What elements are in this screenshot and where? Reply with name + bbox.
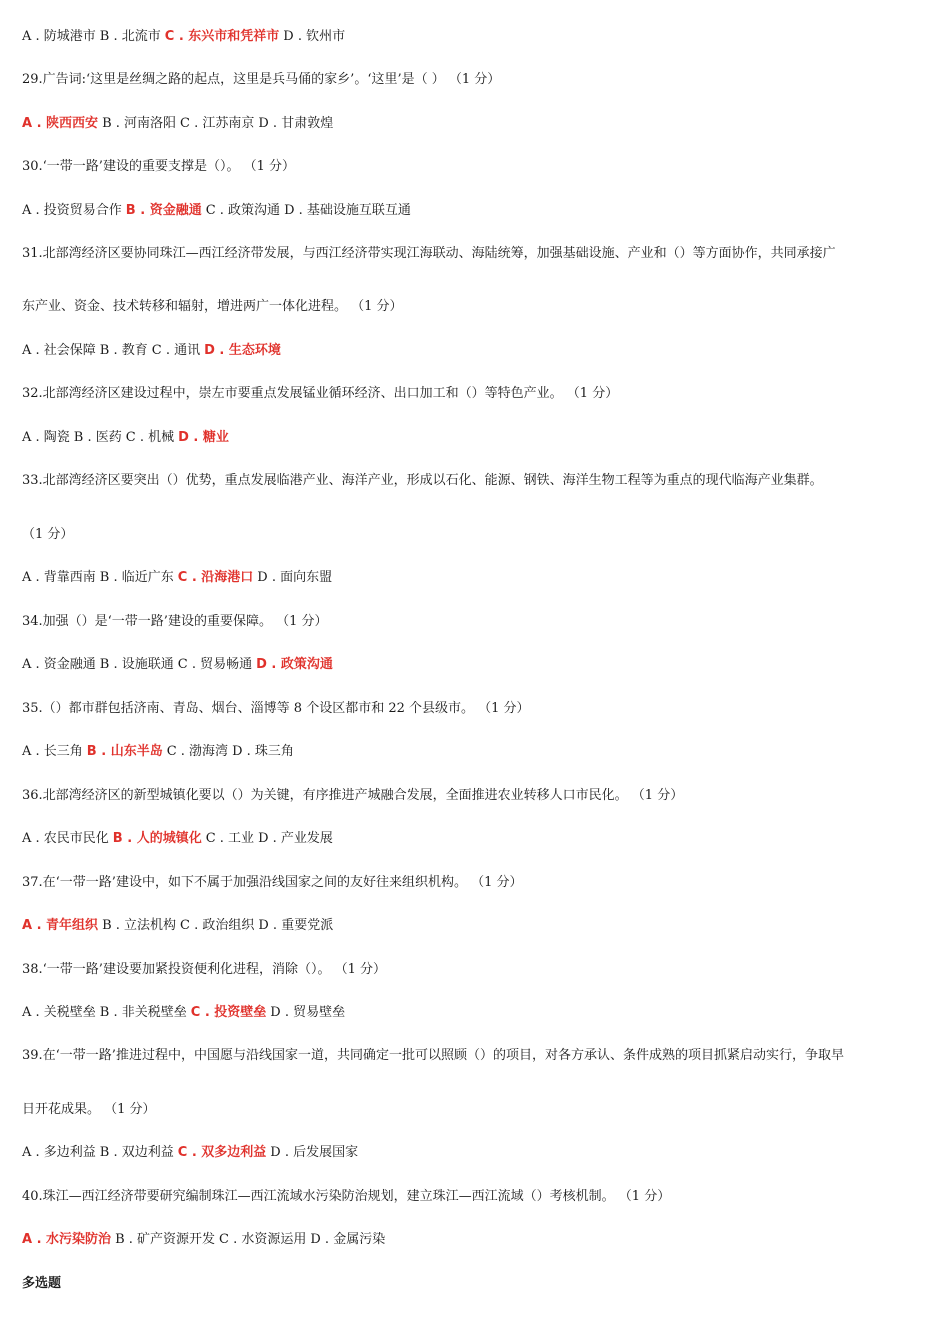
- question-text: 38.‘一带一路’建设要加紧投资便利化进程，消除（）。 （1 分）: [22, 962, 386, 977]
- answer-options: [22, 429, 932, 447]
- answer-options: [22, 28, 932, 46]
- question-text: 40.珠江—西江经济带要研究编制珠江—西江流域水污染防治规划，建立珠江—西江流域（）考核机制。 （1 分）: [22, 1189, 671, 1204]
- answer-option: C . 工业: [205, 831, 255, 846]
- question-text: 33.北部湾经济区要突出（）优势，重点发展临港产业、海洋产业，形成以石化、能源、钢铁、海洋生物工程等为重点的现代临海产业集群。: [22, 473, 823, 488]
- correct-answer-option: C . 投资壁垒: [190, 1005, 267, 1020]
- correct-answer-option: D . 糖业: [178, 430, 229, 445]
- correct-answer-option: B . 山东半岛: [86, 744, 163, 759]
- question-text: （1 分）: [22, 527, 74, 542]
- answer-option: D . 后发展国家: [270, 1145, 359, 1160]
- answer-options: [22, 656, 932, 674]
- answer-options: [22, 1231, 932, 1249]
- question-text: 29.广告词:‘这里是丝绸之路的起点，这里是兵马俑的家乡’。‘这里’是（ ） （1 分）: [22, 72, 501, 87]
- question-text: 37.在‘一带一路’建设中，如下不属于加强沿线国家之间的友好往来组织机构。 （1 分）: [22, 875, 523, 890]
- answer-options: [22, 202, 932, 220]
- correct-answer-option: B . 人的城镇化: [112, 831, 202, 846]
- question-text: 日开花成果。 （1 分）: [22, 1102, 156, 1117]
- correct-answer-option: A . 水污染防治: [22, 1232, 112, 1247]
- answer-option: C . 贸易畅通: [177, 657, 253, 672]
- answer-option: B . 设施联通: [99, 657, 174, 672]
- answer-option: A . 背靠西南: [22, 570, 96, 585]
- answer-options: [22, 830, 932, 848]
- answer-option: D . 金属污染: [310, 1232, 386, 1247]
- correct-answer-option: C . 沿海港口: [177, 570, 254, 585]
- question-text: 东产业、资金、技术转移和辐射，增进两广一体化进程。 （1 分）: [22, 299, 403, 314]
- section-heading: 多选题: [22, 1276, 62, 1291]
- answer-option: B . 矿产资源开发: [115, 1232, 216, 1247]
- correct-answer-option: B . 资金融通: [125, 203, 202, 218]
- answer-options: [22, 569, 932, 587]
- answer-option: B . 医药: [73, 430, 122, 445]
- correct-answer-option: D . 生态环境: [204, 343, 281, 358]
- answer-option: C . 江苏南京: [180, 116, 255, 131]
- answer-option: D . 贸易壁垒: [270, 1005, 346, 1020]
- answer-option: A . 资金融通: [22, 657, 96, 672]
- answer-options: [22, 1004, 932, 1022]
- answer-option: A . 多边利益: [22, 1145, 96, 1160]
- correct-answer-option: A . 陕西西安: [22, 116, 99, 131]
- correct-answer-option: C . 双多边利益: [177, 1145, 267, 1160]
- answer-option: C . 政治组织: [180, 918, 255, 933]
- answer-option: A . 农民市民化: [22, 831, 109, 846]
- answer-option: C . 通讯: [151, 343, 201, 358]
- correct-answer-option: A . 青年组织: [22, 918, 99, 933]
- answer-option: B . 立法机构: [102, 918, 177, 933]
- correct-answer-option: D . 政策沟通: [256, 657, 333, 672]
- answer-option: C . 机械: [125, 430, 175, 445]
- answer-options: [22, 342, 932, 360]
- answer-option: D . 面向东盟: [257, 570, 333, 585]
- question-text: 32.北部湾经济区建设过程中，崇左市要重点发展锰业循环经济、出口加工和（）等特色产业。 （1 分）: [22, 386, 619, 401]
- answer-option: B . 教育: [99, 343, 148, 358]
- answer-option: B . 临近广东: [99, 570, 174, 585]
- answer-options: [22, 743, 932, 761]
- question-text: 36.北部湾经济区的新型城镇化要以（）为关键，有序推进产城融合发展，全面推进农业转移人口市民化。 （1 分）: [22, 788, 684, 803]
- answer-option: A . 防城港市: [22, 29, 96, 44]
- answer-option: B . 北流市: [99, 29, 161, 44]
- answer-options: [22, 917, 932, 935]
- question-text: 35.（）都市群包括济南、青岛、烟台、淄博等 8 个设区都市和 22 个县级市。 （1 分）: [22, 701, 530, 716]
- answer-option: A . 长三角: [22, 744, 83, 759]
- question-text: 39.在‘一带一路’推进过程中，中国愿与沿线国家一道，共同确定一批可以照顾（）的项目，对各方承认、条件成熟的项目抓紧启动实行，争取早: [22, 1048, 844, 1063]
- answer-option: B . 非关税壁垒: [99, 1005, 187, 1020]
- answer-option: A . 陶瓷: [22, 430, 70, 445]
- answer-option: A . 投资贸易合作: [22, 203, 122, 218]
- answer-option: D . 重要党派: [258, 918, 334, 933]
- question-text: 31.北部湾经济区要协同珠江—西江经济带发展，与西江经济带实现江海联动、海陆统筹，加强基础设施、产业和（）等方面协作，共同承接广: [22, 246, 836, 261]
- answer-options: [22, 1144, 932, 1162]
- answer-option: C . 政策沟通: [205, 203, 281, 218]
- answer-option: D . 产业发展: [258, 831, 333, 846]
- answer-option: D . 甘肃敦煌: [258, 116, 334, 131]
- answer-option: A . 关税壁垒: [22, 1005, 96, 1020]
- answer-option: D . 钦州市: [283, 29, 346, 44]
- answer-option: B . 双边利益: [99, 1145, 174, 1160]
- answer-option: B . 河南洛阳: [102, 116, 177, 131]
- answer-options: [22, 115, 932, 133]
- answer-option: D . 珠三角: [232, 744, 294, 759]
- answer-option: C . 水资源运用: [219, 1232, 307, 1247]
- answer-option: D . 基础设施互联互通: [284, 203, 411, 218]
- correct-answer-option: C . 东兴市和凭祥市: [164, 29, 280, 44]
- question-text: 34.加强（）是‘一带一路’建设的重要保障。 （1 分）: [22, 614, 328, 629]
- answer-option: C . 渤海湾: [166, 744, 229, 759]
- answer-option: A . 社会保障: [22, 343, 96, 358]
- question-text: 30.‘一带一路’建设的重要支撑是（）。 （1 分）: [22, 159, 295, 174]
